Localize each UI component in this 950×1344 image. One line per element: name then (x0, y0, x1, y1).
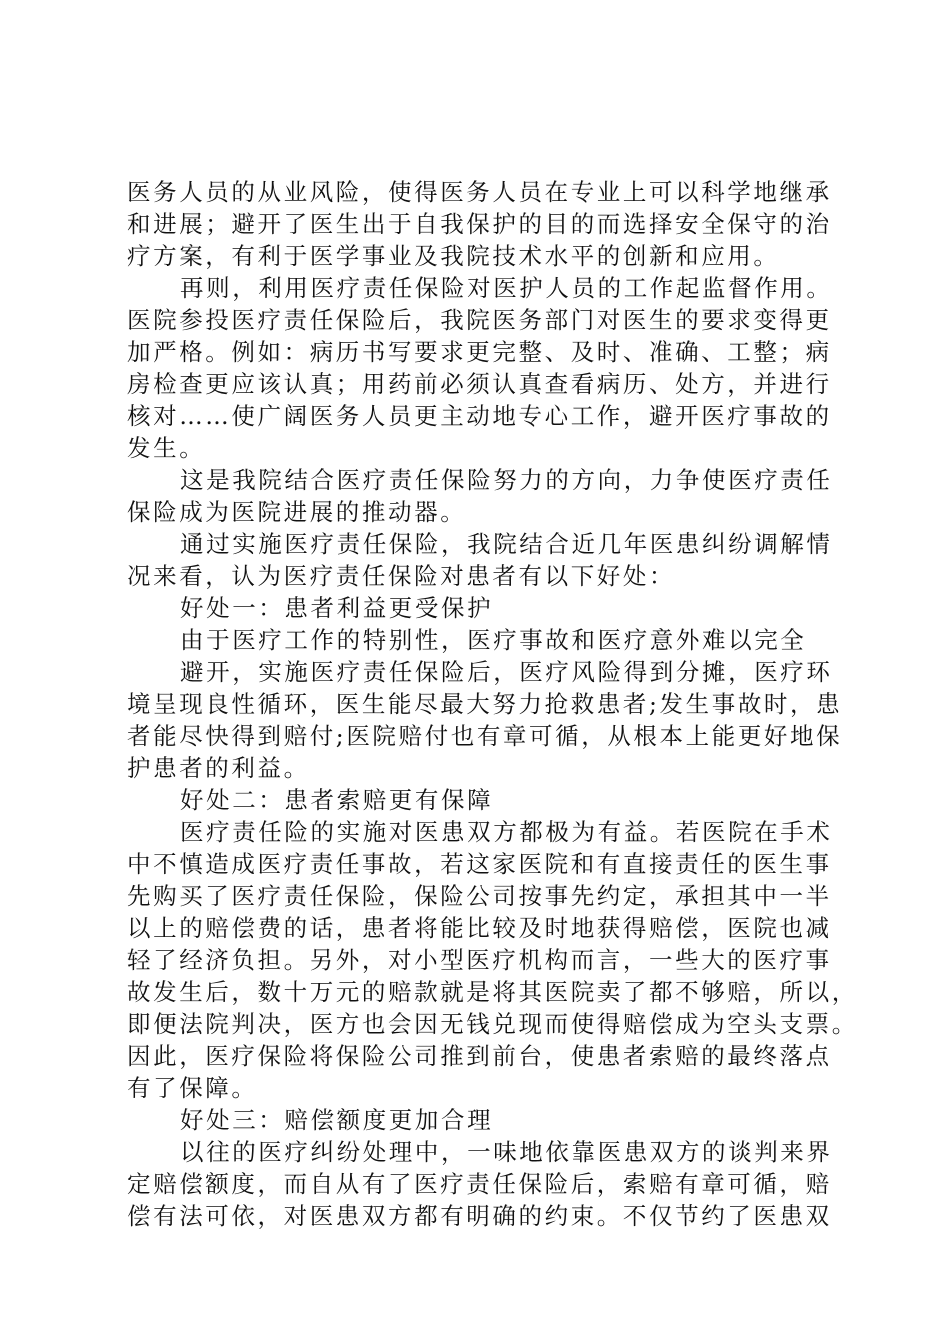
text-line: 加严格。例如：病历书写要求更完整、及时、准确、工整；病 (127, 338, 832, 366)
text-line: 由于医疗工作的特别性，医疗事故和医疗意外难以完全 (180, 626, 807, 654)
text-line: 避开，实施医疗责任保险后，医疗风险得到分摊，医疗环 (180, 658, 833, 686)
text-line: 保险成为医院进展的推动器。 (127, 498, 467, 526)
text-line: 疗方案，有利于医学事业及我院技术水平的创新和应用。 (127, 242, 780, 270)
text-line: 和进展；避开了医生出于自我保护的目的而选择安全保守的治 (127, 210, 832, 238)
text-line: 因此，医疗保险将保险公司推到前台，使患者索赔的最终落点 (127, 1042, 832, 1070)
text-line: 这是我院结合医疗责任保险努力的方向，力争使医疗责任 (180, 466, 833, 494)
text-line: 护患者的利益。 (127, 754, 310, 782)
section-heading: 好处二：患者索赔更有保障 (180, 786, 494, 814)
text-line: 先购买了医疗责任保险，保险公司按事先约定，承担其中一半 (127, 882, 832, 910)
text-line: 核对……使广阔医务人员更主动地专心工作，避开医疗事故的 (127, 402, 832, 430)
text-line: 轻了经济负担。另外，对小型医疗机构而言，一些大的医疗事 (127, 946, 832, 974)
text-line: 定赔偿额度，而自从有了医疗责任保险后，索赔有章可循，赔 (127, 1170, 832, 1198)
text-line: 境呈现良性循环，医生能尽最大努力抢救患者;发生事故时，患 (127, 690, 843, 718)
text-line: 故发生后，数十万元的赔款就是将其医院卖了都不够赔，所以， (127, 978, 858, 1006)
text-line: 况来看，认为医疗责任保险对患者有以下好处： (127, 562, 676, 590)
text-line: 以上的赔偿费的话，患者将能比较及时地获得赔偿，医院也减 (127, 914, 832, 942)
text-line: 发生。 (127, 434, 206, 462)
text-line: 中不慎造成医疗责任事故，若这家医院和有直接责任的医生事 (127, 850, 832, 878)
text-line: 房检查更应该认真；用药前必须认真查看病历、处方，并进行 (127, 370, 832, 398)
text-line: 医疗责任险的实施对医患双方都极为有益。若医院在手术 (180, 818, 833, 846)
section-heading: 好处一：患者利益更受保护 (180, 594, 494, 622)
text-line: 再则，利用医疗责任保险对医护人员的工作起监督作用。 (180, 274, 833, 302)
text-line: 有了保障。 (127, 1074, 258, 1102)
text-line: 通过实施医疗责任保险，我院结合近几年医患纠纷调解情 (180, 530, 833, 558)
text-line: 以往的医疗纠纷处理中，一味地依靠医患双方的谈判来界 (180, 1138, 833, 1166)
text-line: 者能尽快得到赔付;医院赔付也有章可循，从根本上能更好地保 (127, 722, 843, 750)
text-line: 偿有法可依，对医患双方都有明确的约束。不仅节约了医患双 (127, 1202, 832, 1230)
text-line: 医务人员的从业风险，使得医务人员在专业上可以科学地继承 (127, 178, 832, 206)
text-line: 医院参投医疗责任保险后，我院医务部门对医生的要求变得更 (127, 306, 832, 334)
text-line: 即便法院判决，医方也会因无钱兑现而使得赔偿成为空头支票。 (127, 1010, 858, 1038)
section-heading: 好处三：赔偿额度更加合理 (180, 1106, 494, 1134)
